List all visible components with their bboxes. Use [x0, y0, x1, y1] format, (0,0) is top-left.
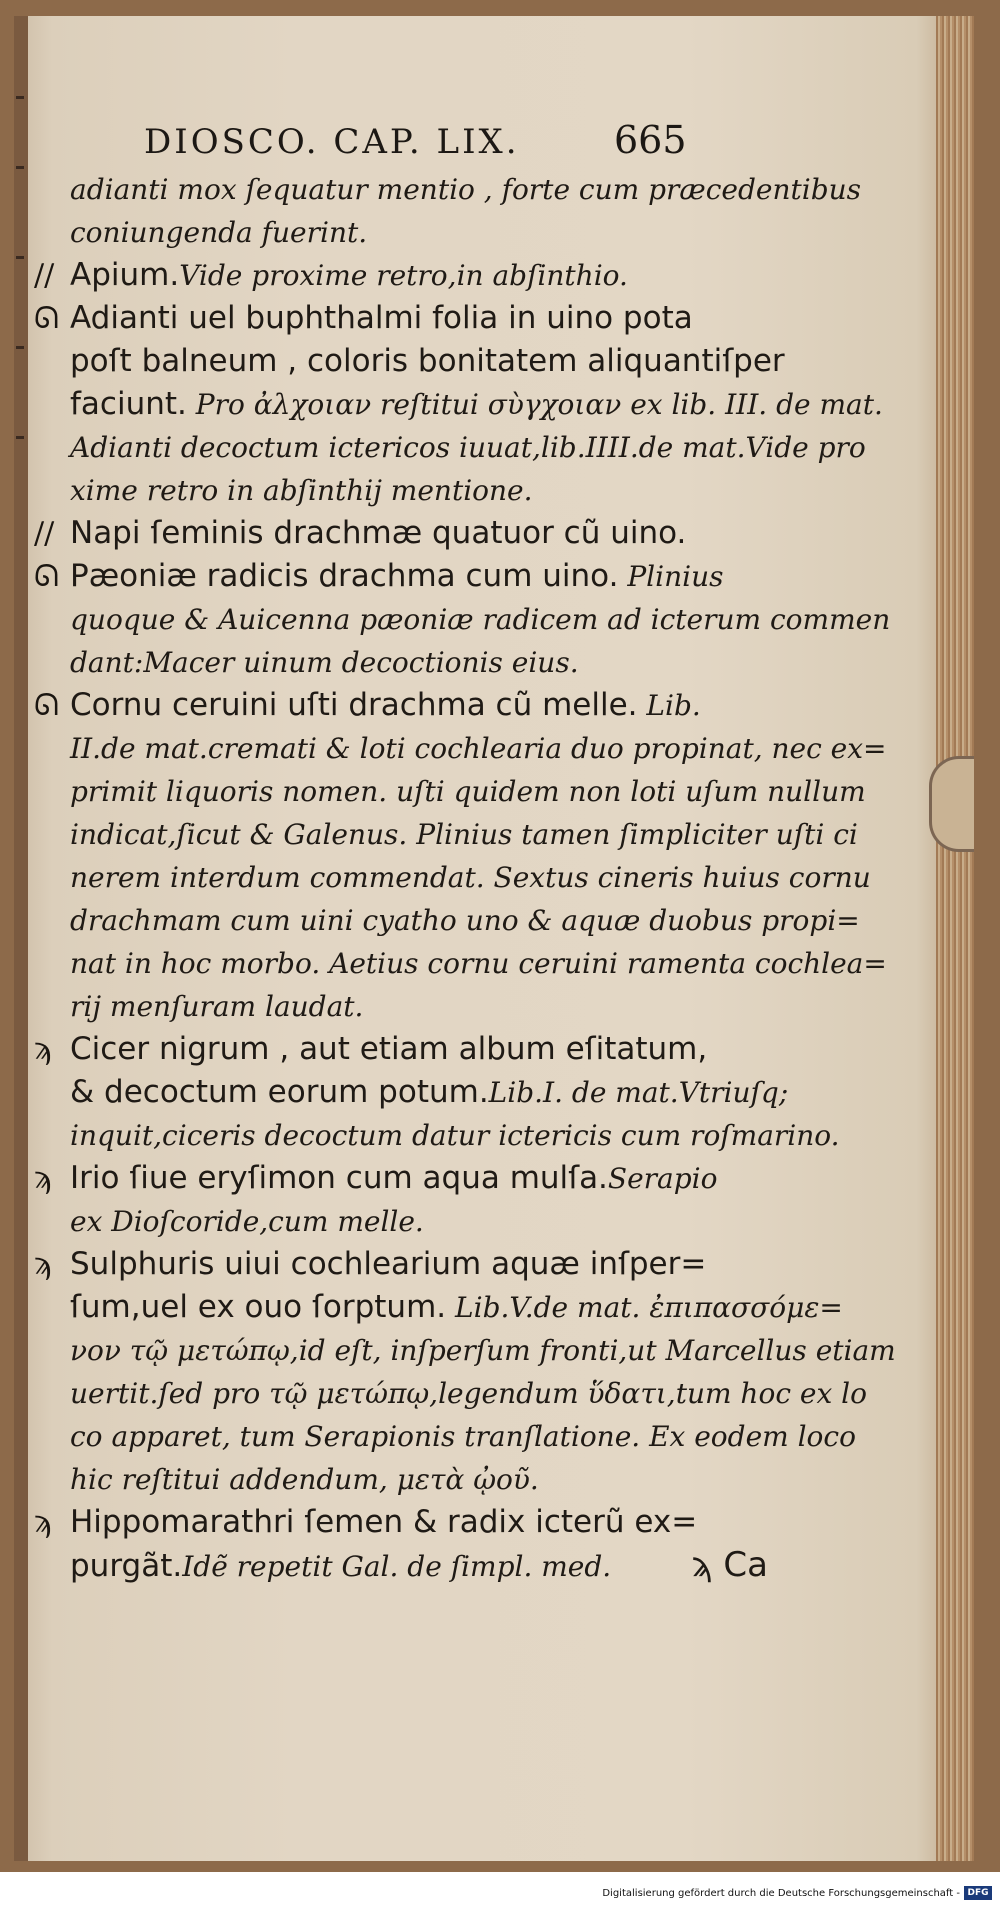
- text-segment: ex Dioſcoride,cum melle.: [70, 1205, 424, 1238]
- text-line: [34, 168, 862, 211]
- text-segment: Napi ſeminis drachmæ quatuor cũ uino.: [70, 515, 687, 551]
- margin-symbol: ᘏ: [34, 559, 59, 594]
- footer-credit: Digitalisierung gefördert durch die Deutsche Forschungsgemeinschaft -: [602, 1888, 960, 1899]
- text-segment: Vide proxime retro,in abſinthio.: [179, 259, 628, 292]
- text-segment: uertit.ſed pro τῷ μετώπῳ,legendum ὕδατι,tum hoc ex lo: [70, 1377, 867, 1410]
- text-line: [34, 211, 774, 254]
- text-line: [34, 856, 871, 899]
- text-segment: Pro ἀλχοιαν reſtitui σὺγχοιαν ex lib. III. de mat.: [186, 388, 883, 421]
- text-segment: Cornu ceruini uſti drachma cũ melle.: [70, 687, 638, 723]
- text-segment: co apparet, tum Serapionis tranſlatione. Ex eodem loco: [70, 1420, 856, 1453]
- text-line: [34, 813, 858, 856]
- page-number: 665: [614, 118, 687, 162]
- margin-symbol: //: [34, 516, 55, 551]
- text-segment: Idẽ repetit Gal. de ſimpl. med.: [182, 1550, 612, 1583]
- text-segment: nat in hoc morbo. Aetius cornu ceruini ramenta cochlea=: [70, 947, 887, 980]
- text-line: [34, 1544, 774, 1587]
- text-segment: hic reſtitui addendum, μετὰ ᾠοῦ.: [70, 1463, 539, 1496]
- text-line: [34, 1372, 867, 1415]
- text-segment: Irio ſiue eryſimon cum aqua mulſa.: [70, 1160, 608, 1196]
- text-segment: Adianti decoctum ictericos iuuat,lib.IIII.de mat.Vide pro: [70, 431, 866, 464]
- text-segment: dant:Macer uinum decoctionis eius.: [70, 646, 579, 679]
- margin-symbol: ϡ: [34, 1161, 52, 1196]
- text-segment: adianti mox ſequatur mentio , forte cum præcedentibus: [70, 173, 862, 206]
- text-segment: Lib.: [637, 689, 701, 722]
- catchword: ϡ Ca: [691, 1545, 768, 1585]
- margin-symbol: ϡ: [34, 1032, 52, 1067]
- text-line: [34, 1157, 774, 1200]
- text-segment: Plinius: [618, 560, 724, 593]
- text-segment: faciunt.: [70, 386, 187, 422]
- margin-symbol: ϡ: [34, 1505, 52, 1540]
- text-segment: rij menſuram laudat.: [70, 990, 364, 1023]
- text-segment: poſt balneum , coloris bonitatem aliquantiſper: [70, 343, 785, 379]
- text-segment: Lib.V.de mat. ἐπιπασσόμε=: [446, 1291, 843, 1324]
- book-page: [14, 16, 974, 1861]
- text-line: [34, 684, 774, 727]
- margin-symbol: ᘏ: [34, 301, 59, 336]
- text-line: [34, 1501, 774, 1544]
- text-segment: II.de mat.cremati & loti cochlearia duo propinat, nec ex=: [70, 732, 887, 765]
- text-line: [34, 1415, 856, 1458]
- text-line: [34, 899, 860, 942]
- text-segment: nerem interdum commendat. Sextus cineris huius cornu: [70, 861, 871, 894]
- text-segment: Hippomarathri ſemen & radix icterũ ex=: [70, 1504, 698, 1540]
- text-segment: Adianti uel buphthalmi folia in uino pota: [70, 300, 693, 336]
- text-line: [34, 1243, 774, 1286]
- text-line: [34, 1458, 774, 1501]
- text-line: [34, 1329, 896, 1372]
- text-line: [34, 1286, 843, 1329]
- body-text: [34, 168, 896, 1587]
- text-line: [34, 469, 774, 512]
- text-line: [34, 1114, 840, 1157]
- text-line: [34, 770, 866, 813]
- text-segment: Pæoniæ radicis drachma cum uino.: [70, 558, 619, 594]
- gutter-mark: [16, 436, 24, 439]
- text-segment: coniungenda fuerint.: [70, 216, 368, 249]
- text-segment: Apium.: [70, 257, 180, 293]
- text-segment: indicat,ſicut & Galenus. Plinius tamen ſimpliciter uſti ci: [70, 818, 858, 851]
- text-line: [34, 1028, 774, 1071]
- gutter-mark: [16, 346, 24, 349]
- text-line: [34, 340, 785, 383]
- page-edge: [936, 16, 974, 1861]
- text-line: [34, 985, 774, 1028]
- text-segment: purgãt.: [70, 1548, 183, 1584]
- margin-symbol: ϡ: [34, 1247, 52, 1282]
- clasp-ring: [929, 756, 974, 852]
- text-line: [34, 512, 774, 555]
- margin-symbol: //: [34, 258, 55, 293]
- binding-gutter: [14, 16, 28, 1861]
- gutter-mark: [16, 96, 24, 99]
- text-line: [34, 254, 774, 297]
- gutter-mark: [16, 166, 24, 169]
- text-segment: ſum,uel ex ouo ſorptum.: [70, 1289, 447, 1325]
- text-line: [34, 426, 866, 469]
- text-segment: νον τῷ μετώπῳ,id eſt, inſperſum fronti,ut Marcellus etiam: [70, 1334, 896, 1367]
- running-title: DIOSCO. CAP. LIX.: [144, 122, 520, 162]
- text-line: [34, 297, 774, 340]
- footer: [0, 1876, 1000, 1911]
- running-header: [134, 116, 734, 168]
- text-segment: inquit,ciceris decoctum datur ictericis cum roſmarino.: [70, 1119, 840, 1152]
- gutter-mark: [16, 256, 24, 259]
- text-line: [34, 383, 883, 426]
- text-line: [34, 555, 774, 598]
- text-line: [34, 1200, 774, 1243]
- text-segment: xime retro in abſinthij mentione.: [70, 474, 533, 507]
- text-line: [34, 641, 774, 684]
- text-segment: Sulphuris uiui cochlearium aquæ inſper=: [70, 1246, 707, 1282]
- text-segment: Serapio: [607, 1162, 718, 1195]
- text-line: [34, 727, 887, 770]
- text-segment: Cicer nigrum , aut etiam album eſitatum,: [70, 1031, 708, 1067]
- text-segment: & decoctum eorum potum.: [70, 1074, 489, 1110]
- text-line: [34, 1071, 789, 1114]
- text-segment: quoque & Auicenna pæoniæ radicem ad icterum commen: [70, 603, 891, 636]
- text-line: [34, 942, 887, 985]
- dfg-logo: DFG: [964, 1886, 992, 1900]
- text-line: [34, 598, 891, 641]
- text-segment: primit liquoris nomen. uſti quidem non loti uſum nullum: [70, 775, 866, 808]
- text-segment: Lib.I. de mat.Vtriuſq;: [488, 1076, 789, 1109]
- text-segment: drachmam cum uini cyatho uno & aquæ duobus propi=: [70, 904, 860, 937]
- margin-symbol: ᘏ: [34, 688, 59, 723]
